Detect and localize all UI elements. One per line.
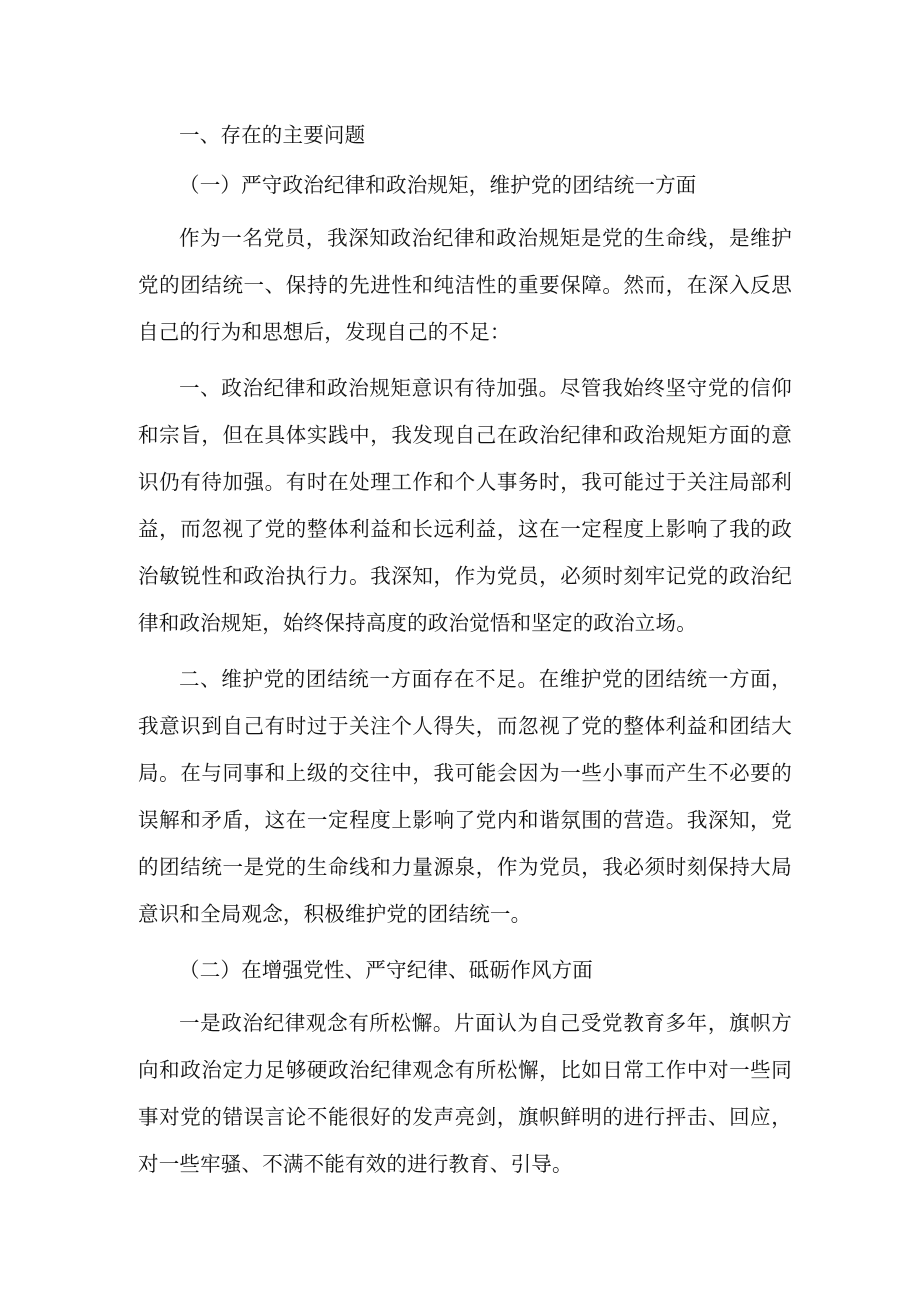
section1-title: （一）严守政治纪律和政治规矩，维护党的团结统一方面 [179, 173, 697, 197]
document-body [138, 112, 792, 1188]
section-heading: 一、存在的主要问题 [179, 123, 366, 147]
paragraph: 作为一名党员，我深知政治纪律和政治规矩是党的生命线，是维护党的团结统一、保持的先进性和纯洁性的重要保障。然而，在深入反思自己的行为和思想后，发现自己的不足： [138, 226, 792, 344]
paragraph: 二、维护党的团结统一方面存在不足。在维护党的团结统一方面，我意识到自己有时过于关注个人得失，而忽视了党的整体利益和团结大局。在与同事和上级的交往中，我可能会因为一些小事而产生不必要的误解和矛盾，这在一定程度上影响了党内和谐氛围的营造。我深知，党的团结统一是党的生命线和力量源泉，作为党员，我必须时刻保持大局意识和全局观念，积极维护党的团结统一。 [138, 667, 792, 926]
paragraph: 一、政治纪律和政治规矩意识有待加强。尽管我始终坚守党的信仰和宗旨，但在具体实践中，我发现自己在政治纪律和政治规矩方面的意识仍有待加强。有时在处理工作和个人事务时，我可能过于关注局部利益，而忽视了党的整体利益和长远利益，这在一定程度上影响了我的政治敏锐性和政治执行力。我深知，作为党员，必须时刻牢记党的政治纪律和政治规矩，始终保持高度的政治觉悟和坚定的政治立场。 [138, 376, 792, 635]
section2-title: （二）在增强党性、严守纪律、砥砺作风方面 [179, 958, 593, 982]
paragraph: 一是政治纪律观念有所松懈。片面认为自己受党教育多年，旗帜方向和政治定力足够硬政治纪律观念有所松懈，比如日常工作中对一些同事对党的错误言论不能很好的发声亮剑，旗帜鲜明的进行抨击、回应，对一些牢骚、不满不能有效的进行教育、引导。 [138, 1011, 792, 1176]
